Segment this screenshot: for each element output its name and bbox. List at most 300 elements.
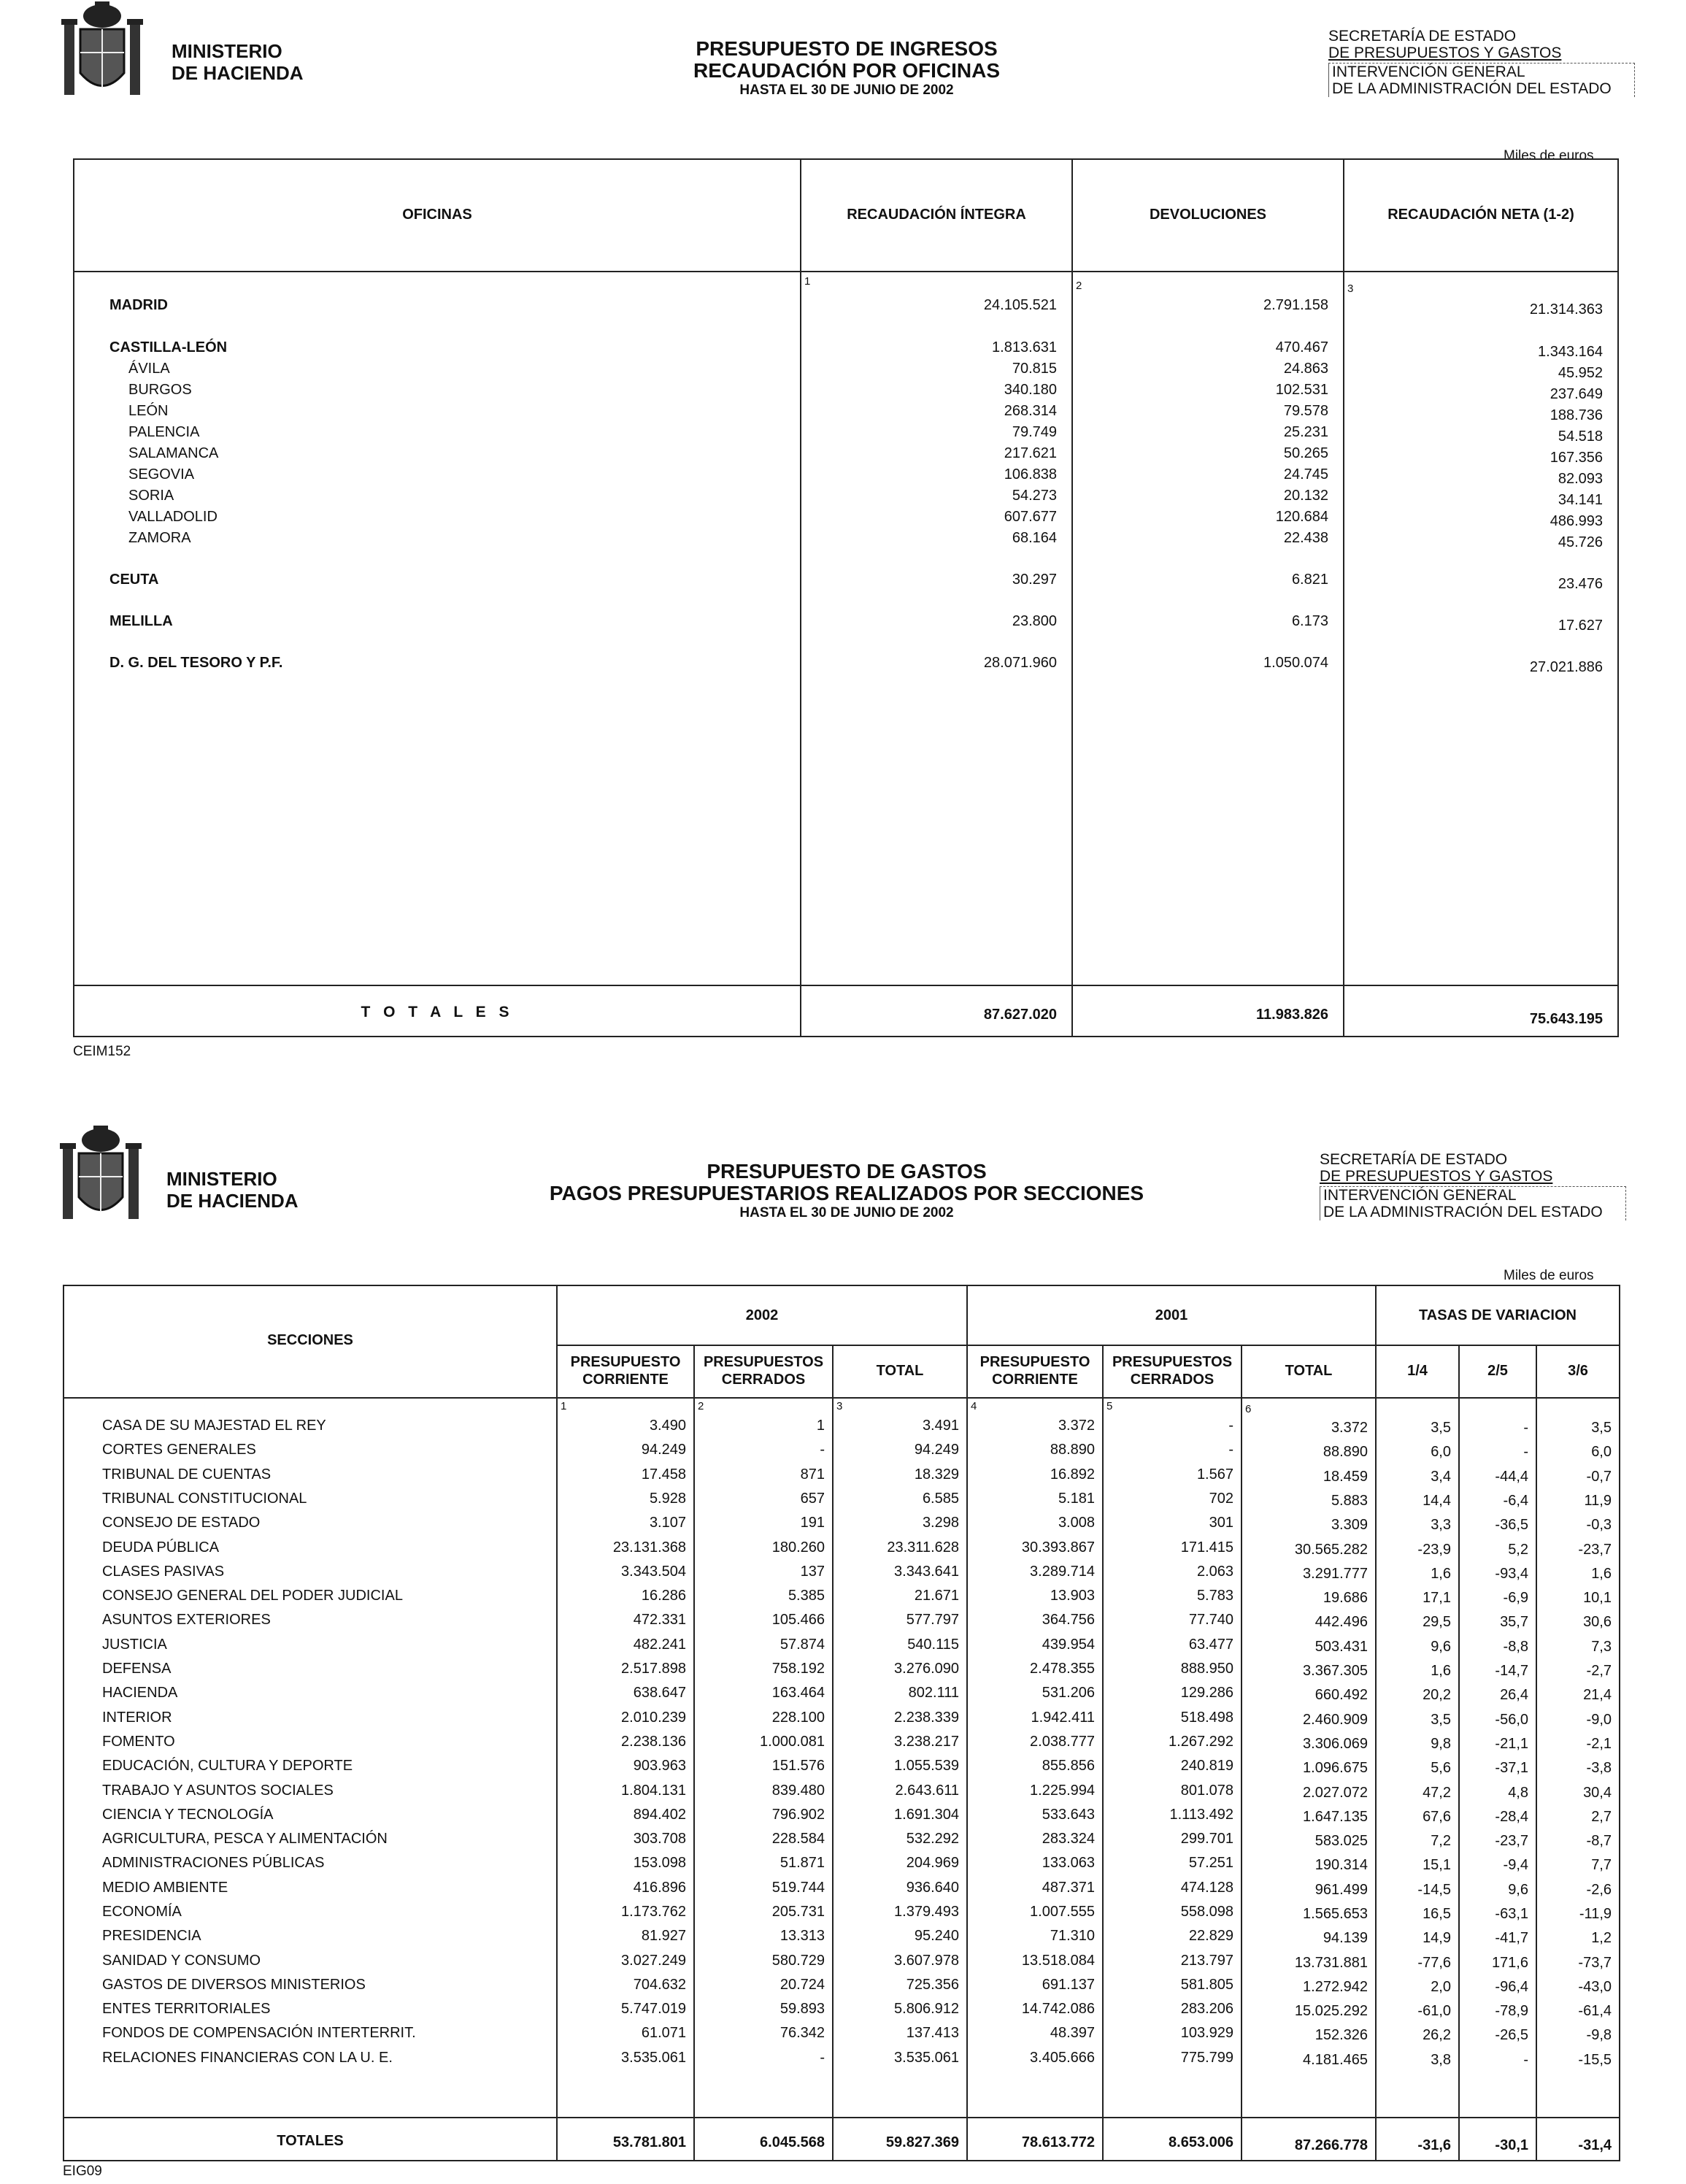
pc-2001-value: 533.643	[1042, 1807, 1095, 1823]
office-label: MELILLA	[109, 613, 173, 629]
col-header-tasas: TASAS DE VARIACION	[1419, 1307, 1577, 1323]
total-2002-value: 1.379.493	[894, 1904, 959, 1920]
rate-3-6-value: 11,9	[1584, 1493, 1612, 1509]
intervencion-line2: DE LA ADMINISTRACIÓN DEL ESTADO	[1323, 1204, 1603, 1220]
rate-1-4-value: 3,8	[1431, 2052, 1451, 2068]
recaudacion-integra-value: 30.297	[1012, 572, 1057, 588]
cerrados-2001-value: 171.415	[1180, 1539, 1233, 1556]
section-label: AGRICULTURA, PESCA Y ALIMENTACIÓN	[102, 1831, 388, 1847]
total-2002-value: 540.115	[907, 1637, 959, 1653]
col-number: 6	[1245, 1403, 1252, 1415]
total-rate-2-5-value: -30,1	[1495, 2137, 1528, 2153]
rate-3-6-value: 7,3	[1591, 1639, 1612, 1655]
cerrados-2001-value: 2.063	[1196, 1564, 1233, 1580]
pc-2001-value: 2.038.777	[1030, 1734, 1095, 1750]
ingresos-header-left	[58, 0, 321, 102]
office-label: ZAMORA	[128, 530, 191, 546]
devoluciones-value: 6.821	[1291, 572, 1328, 588]
total-2001-value: 30.565.282	[1294, 1542, 1368, 1558]
office-label: LEÓN	[128, 403, 169, 419]
office-label: MADRID	[109, 297, 168, 313]
recaudacion-integra-value: 607.677	[1004, 509, 1057, 525]
section-label: DEUDA PÚBLICA	[102, 1539, 220, 1556]
total-2001-value: 1.565.653	[1303, 1906, 1368, 1922]
devoluciones-value: 1.050.074	[1263, 655, 1328, 671]
rate-2-5-value: -23,7	[1495, 1833, 1528, 1849]
cerrados-2001-value: 1.267.292	[1169, 1734, 1233, 1750]
coat-of-arms-icon	[57, 1124, 145, 1226]
section-label: SANIDAD Y CONSUMO	[102, 1953, 261, 1969]
office-label: ÁVILA	[128, 361, 170, 377]
cerrados-2001-value: 22.829	[1188, 1928, 1233, 1944]
secretaria-line1: SECRETARÍA DE ESTADO	[1328, 28, 1517, 45]
rate-2-5-value: -	[1523, 2052, 1528, 2068]
cerrados-2001-value: 518.498	[1180, 1710, 1233, 1726]
total-2002-value: 3.238.217	[894, 1734, 959, 1750]
recaudacion-integra-value: 28.071.960	[983, 655, 1057, 671]
total-2001-value: 13.731.881	[1294, 1955, 1368, 1971]
cerrados-2001-value: 283.206	[1180, 2001, 1233, 2017]
total-2002-value: 3.491	[922, 1418, 959, 1434]
total-2002-value: 23.311.628	[887, 1539, 959, 1556]
cerrados-2001-value: 213.797	[1180, 1953, 1233, 1969]
pc-2001-value: 2.478.355	[1030, 1661, 1095, 1677]
section-label: MEDIO AMBIENTE	[102, 1880, 228, 1896]
col-header-rate-1-4: 1/4	[1407, 1363, 1428, 1379]
rate-3-6-value: 3,5	[1591, 1420, 1612, 1436]
col-number: 3	[836, 1400, 843, 1412]
rate-1-4-value: -61,0	[1417, 2003, 1451, 2019]
recaudacion-neta-value: 45.726	[1558, 534, 1603, 550]
rate-2-5-value: -37,1	[1495, 1760, 1528, 1776]
rate-1-4-value: 2,0	[1431, 1979, 1451, 1995]
pc-2002-value: 17.458	[641, 1466, 686, 1483]
rate-1-4-value: 3,3	[1431, 1517, 1451, 1533]
cerrados-2002-value: 758.192	[771, 1661, 825, 1677]
section-label: TRIBUNAL DE CUENTAS	[102, 1466, 272, 1483]
office-label: CASTILLA-LEÓN	[109, 339, 228, 355]
cerrados-2002-value: 105.466	[771, 1612, 825, 1628]
pc-2002-value: 1.804.131	[621, 1783, 686, 1799]
col-header-rate-3-6: 3/6	[1568, 1363, 1588, 1379]
rate-2-5-value: 9,6	[1508, 1882, 1528, 1898]
rate-3-6-value: -9,0	[1586, 1712, 1612, 1728]
pc-2002-value: 903.963	[633, 1758, 686, 1774]
pc-2002-value: 94.249	[641, 1442, 686, 1458]
cerrados-2002-value: 205.731	[771, 1904, 825, 1920]
total-2002-value: 1.055.539	[894, 1758, 959, 1774]
pc-2002-value: 303.708	[633, 1831, 686, 1847]
pc-2002-value: 3.535.061	[621, 2050, 686, 2066]
rate-2-5-value: -14,7	[1495, 1663, 1528, 1679]
section-label: CONSEJO GENERAL DEL PODER JUDICIAL	[102, 1588, 403, 1604]
section-label: FONDOS DE COMPENSACIÓN INTERTERRIT.	[102, 2025, 416, 2041]
total-2002-value: 3.343.641	[894, 1564, 959, 1580]
total-2002-value: 94.249	[914, 1442, 959, 1458]
total-2002-value: 6.585	[922, 1491, 959, 1507]
section-label: ENTES TERRITORIALES	[102, 2001, 271, 2017]
pc-2001-value: 5.181	[1058, 1491, 1095, 1507]
total-2001-value: 660.492	[1314, 1687, 1368, 1703]
pc-2001-value: 487.371	[1042, 1880, 1095, 1896]
rate-1-4-value: 14,9	[1423, 1930, 1451, 1946]
recaudacion-integra-value: 340.180	[1004, 382, 1057, 398]
pc-2002-value: 472.331	[633, 1612, 686, 1628]
rate-1-4-value: 17,1	[1423, 1590, 1451, 1606]
rate-2-5-value: -93,4	[1495, 1566, 1528, 1582]
pc-2002-value: 23.131.368	[612, 1539, 686, 1556]
intervencion-line1: INTERVENCIÓN GENERAL	[1323, 1187, 1517, 1204]
total-rate-1-4-value: -31,6	[1417, 2137, 1451, 2153]
devoluciones-value: 24.745	[1283, 466, 1328, 482]
recaudacion-neta-value: 27.021.886	[1529, 659, 1603, 675]
rate-2-5-value: -	[1523, 1444, 1528, 1460]
cerrados-2001-value: 301	[1209, 1515, 1233, 1531]
cerrados-2002-value: 59.893	[780, 2001, 825, 2017]
total-total-2001-value: 87.266.778	[1294, 2137, 1368, 2153]
rate-2-5-value: 35,7	[1500, 1614, 1528, 1630]
total-2001-value: 3.306.069	[1303, 1736, 1368, 1752]
recaudacion-neta-value: 23.476	[1558, 576, 1603, 592]
recaudacion-neta-value: 237.649	[1550, 386, 1603, 402]
rate-1-4-value: 3,5	[1431, 1420, 1451, 1436]
section-label: INTERIOR	[102, 1710, 172, 1726]
total-2001-value: 88.890	[1323, 1444, 1368, 1460]
office-label: SEGOVIA	[128, 466, 195, 482]
total-2002-value: 577.797	[906, 1612, 959, 1628]
recaudacion-integra-value: 1.813.631	[992, 339, 1057, 355]
cerrados-2002-value: 519.744	[771, 1880, 825, 1896]
ingresos-table	[73, 158, 1619, 1037]
cerrados-2002-value: -	[820, 2050, 825, 2066]
cerrados-2001-value: 1.113.492	[1169, 1807, 1233, 1823]
cerrados-2002-value: 839.480	[771, 1783, 825, 1799]
rate-1-4-value: 9,6	[1431, 1639, 1451, 1655]
cerrados-2001-value: 77.740	[1188, 1612, 1233, 1628]
total-2002-value: 1.691.304	[894, 1807, 959, 1823]
total-cerrados-2001-value: 8.653.006	[1169, 2134, 1233, 2150]
ingresos-title-block	[569, 38, 1124, 99]
rate-1-4-value: 16,5	[1423, 1906, 1451, 1922]
form-code: EIG09	[63, 2164, 102, 2179]
rate-1-4-value: -23,9	[1417, 1542, 1451, 1558]
total-2002-value: 725.356	[906, 1977, 959, 1993]
col-header-presupuestos-cerrados: PRESUPUESTOS CERRADOS	[703, 1354, 824, 1388]
cerrados-2001-value: 801.078	[1180, 1783, 1233, 1799]
pc-2001-value: 48.397	[1050, 2025, 1095, 2041]
section-label: CORTES GENERALES	[102, 1442, 256, 1458]
total-2002-value: 2.238.339	[894, 1710, 959, 1726]
pc-2002-value: 5.747.019	[621, 2001, 686, 2017]
recaudacion-neta-value: 54.518	[1558, 428, 1603, 445]
rate-3-6-value: -3,8	[1586, 1760, 1612, 1776]
rate-3-6-value: 21,4	[1583, 1687, 1612, 1703]
recaudacion-integra-value: 54.273	[1012, 488, 1057, 504]
pc-2001-value: 16.892	[1050, 1466, 1095, 1483]
page-title: PRESUPUESTO DE INGRESOS	[696, 37, 998, 60]
devoluciones-value: 79.578	[1283, 403, 1328, 419]
rate-3-6-value: -2,6	[1586, 1882, 1612, 1898]
col-header-2001: 2001	[1155, 1307, 1188, 1323]
total-2002-value: 2.643.611	[895, 1783, 959, 1799]
cerrados-2001-value: 103.929	[1180, 2025, 1233, 2041]
section-label: TRIBUNAL CONSTITUCIONAL	[102, 1491, 307, 1507]
pc-2002-value: 704.632	[633, 1977, 686, 1993]
cerrados-2002-value: 580.729	[771, 1953, 825, 1969]
rate-3-6-value: 1,6	[1591, 1566, 1612, 1582]
recaudacion-integra-value: 79.749	[1012, 424, 1057, 440]
rate-1-4-value: -77,6	[1417, 1955, 1451, 1971]
cerrados-2002-value: 151.576	[771, 1758, 825, 1774]
cerrados-2001-value: 888.950	[1180, 1661, 1233, 1677]
rate-1-4-value: 1,6	[1431, 1566, 1451, 1582]
totals-label: TOTALES	[277, 2133, 344, 2149]
cerrados-2002-value: 51.871	[780, 1855, 825, 1871]
cerrados-2001-value: 558.098	[1180, 1904, 1233, 1920]
page-date: HASTA EL 30 DE JUNIO DE 2002	[739, 1205, 954, 1220]
total-2001-value: 19.686	[1323, 1590, 1368, 1606]
rate-1-4-value: 20,2	[1423, 1687, 1451, 1703]
rate-3-6-value: 1,2	[1591, 1930, 1612, 1946]
section-label: ASUNTOS EXTERIORES	[102, 1612, 271, 1628]
coat-of-arms-icon	[58, 0, 146, 102]
pc-2002-value: 3.343.504	[621, 1564, 686, 1580]
ministry-line2: DE HACIENDA	[172, 62, 304, 84]
totals-label: T O T A L E S	[361, 1004, 514, 1020]
total-2002-value: 3.535.061	[894, 2050, 959, 2066]
cerrados-2001-value: 129.286	[1180, 1685, 1233, 1701]
cerrados-2002-value: -	[820, 1442, 825, 1458]
col-header-recaudacion-integra: RECAUDACIÓN ÍNTEGRA	[847, 207, 1026, 223]
rate-2-5-value: -36,5	[1495, 1517, 1528, 1533]
ingresos-header-right	[1328, 28, 1635, 97]
pc-2001-value: 30.393.867	[1021, 1539, 1095, 1556]
cerrados-2002-value: 20.724	[780, 1977, 825, 1993]
rate-2-5-value: -21,1	[1495, 1736, 1528, 1752]
total-pc-2001-value: 78.613.772	[1021, 2134, 1095, 2150]
pc-2002-value: 5.928	[649, 1491, 686, 1507]
recaudacion-neta-value: 167.356	[1550, 450, 1603, 466]
cerrados-2002-value: 228.584	[771, 1831, 825, 1847]
rate-3-6-value: -73,7	[1578, 1955, 1612, 1971]
rate-2-5-value: 4,8	[1508, 1785, 1528, 1801]
devoluciones-value: 120.684	[1275, 509, 1328, 525]
pc-2001-value: 133.063	[1042, 1855, 1095, 1871]
section-label: TRABAJO Y ASUNTOS SOCIALES	[102, 1783, 334, 1799]
total-2002-value: 137.413	[906, 2025, 959, 2041]
secretaria-line2: DE PRESUPUESTOS Y GASTOS	[1328, 45, 1562, 61]
rate-3-6-value: -0,7	[1586, 1469, 1612, 1485]
rate-3-6-value: 30,4	[1583, 1785, 1612, 1801]
cerrados-2002-value: 1	[816, 1418, 825, 1434]
pc-2001-value: 3.372	[1058, 1418, 1095, 1434]
cerrados-2002-value: 657	[800, 1491, 825, 1507]
section-label: ADMINISTRACIONES PÚBLICAS	[102, 1855, 325, 1871]
section-label: RELACIONES FINANCIERAS CON LA U. E.	[102, 2050, 393, 2066]
cerrados-2002-value: 163.464	[771, 1685, 825, 1701]
rate-2-5-value: -56,0	[1495, 1712, 1528, 1728]
rate-1-4-value: 47,2	[1423, 1785, 1451, 1801]
recaudacion-integra-value: 106.838	[1004, 466, 1057, 482]
rate-3-6-value: -11,9	[1579, 1906, 1612, 1922]
total-2001-value: 2.027.072	[1303, 1785, 1368, 1801]
col-header-devoluciones: DEVOLUCIONES	[1149, 207, 1267, 223]
rate-2-5-value: -41,7	[1495, 1930, 1528, 1946]
pc-2002-value: 2.517.898	[621, 1661, 686, 1677]
rate-3-6-value: -9,8	[1586, 2027, 1612, 2043]
col-number: 3	[1347, 282, 1354, 295]
total-2001-value: 1.647.135	[1303, 1809, 1368, 1825]
pc-2002-value: 3.027.249	[621, 1953, 686, 1969]
rate-2-5-value: -44,4	[1495, 1469, 1528, 1485]
pc-2002-value: 16.286	[641, 1588, 686, 1604]
pc-2001-value: 283.324	[1042, 1831, 1095, 1847]
rate-2-5-value: 5,2	[1508, 1542, 1528, 1558]
pc-2001-value: 1.225.994	[1030, 1783, 1095, 1799]
pc-2002-value: 81.927	[641, 1928, 686, 1944]
cerrados-2002-value: 228.100	[771, 1710, 825, 1726]
rate-1-4-value: 26,2	[1423, 2027, 1451, 2043]
pc-2001-value: 439.954	[1042, 1637, 1095, 1653]
devoluciones-value: 6.173	[1291, 613, 1328, 629]
recaudacion-neta-value: 1.343.164	[1538, 344, 1603, 360]
total-recaudacion-integra: 87.627.020	[983, 1007, 1057, 1023]
cerrados-2002-value: 1.000.081	[760, 1734, 825, 1750]
col-header-secciones: SECCIONES	[267, 1332, 353, 1348]
office-label: PALENCIA	[128, 424, 200, 440]
devoluciones-value: 25.231	[1283, 424, 1328, 440]
rate-3-6-value: -0,3	[1586, 1517, 1612, 1533]
devoluciones-value: 470.467	[1275, 339, 1328, 355]
pc-2001-value: 88.890	[1050, 1442, 1095, 1458]
total-2002-value: 95.240	[914, 1928, 959, 1944]
pc-2001-value: 13.518.084	[1021, 1953, 1095, 1969]
total-2001-value: 3.367.305	[1303, 1663, 1368, 1679]
rate-1-4-value: 6,0	[1431, 1444, 1451, 1460]
cerrados-2002-value: 137	[800, 1564, 825, 1580]
devoluciones-value: 2.791.158	[1263, 297, 1328, 313]
recaudacion-neta-value: 17.627	[1558, 618, 1603, 634]
rate-1-4-value: 67,6	[1423, 1809, 1451, 1825]
page-subtitle: RECAUDACIÓN POR OFICINAS	[693, 59, 1000, 82]
rate-3-6-value: 10,1	[1583, 1590, 1612, 1606]
total-2002-value: 3.276.090	[894, 1661, 959, 1677]
rate-2-5-value: -	[1523, 1420, 1528, 1436]
cerrados-2002-value: 796.902	[771, 1807, 825, 1823]
pc-2001-value: 71.310	[1050, 1928, 1095, 1944]
col-header-total: TOTAL	[1285, 1363, 1333, 1379]
gastos-header-right	[1320, 1151, 1626, 1220]
section-label: FOMENTO	[102, 1734, 175, 1750]
pc-2001-value: 691.137	[1042, 1977, 1095, 1993]
total-2002-value: 21.671	[914, 1588, 959, 1604]
gastos-header-left	[57, 1124, 320, 1226]
cerrados-2001-value: 702	[1209, 1491, 1233, 1507]
total-2001-value: 3.291.777	[1303, 1566, 1368, 1582]
pc-2002-value: 638.647	[633, 1685, 686, 1701]
rate-1-4-value: 9,8	[1431, 1736, 1451, 1752]
col-header-rate-2-5: 2/5	[1487, 1363, 1508, 1379]
pc-2001-value: 364.756	[1042, 1612, 1095, 1628]
total-2001-value: 1.096.675	[1303, 1760, 1368, 1776]
col-header-recaudacion-neta: RECAUDACIÓN NETA (1-2)	[1387, 207, 1574, 223]
pc-2002-value: 2.010.239	[621, 1710, 686, 1726]
gastos-title-block	[482, 1161, 1212, 1222]
cerrados-2002-value: 57.874	[780, 1637, 825, 1653]
cerrados-2001-value: 240.819	[1180, 1758, 1233, 1774]
cerrados-2002-value: 5.385	[788, 1588, 825, 1604]
pc-2001-value: 3.008	[1058, 1515, 1095, 1531]
rate-2-5-value: -6,9	[1503, 1590, 1528, 1606]
office-label: D. G. DEL TESORO Y P.F.	[109, 655, 283, 671]
total-2002-value: 18.329	[914, 1466, 959, 1483]
total-cerrados-2002-value: 6.045.568	[760, 2134, 825, 2150]
office-label: CEUTA	[109, 572, 159, 588]
total-2002-value: 936.640	[906, 1880, 959, 1896]
ministry-line1: MINISTERIO	[166, 1168, 277, 1190]
section-label: DEFENSA	[102, 1661, 172, 1677]
rate-3-6-value: -2,7	[1586, 1663, 1612, 1679]
total-total-2002-value: 59.827.369	[885, 2134, 959, 2150]
recaudacion-integra-value: 268.314	[1004, 403, 1057, 419]
cerrados-2001-value: 57.251	[1188, 1855, 1233, 1871]
rate-3-6-value: 2,7	[1591, 1809, 1612, 1825]
intervencion-line2: DE LA ADMINISTRACIÓN DEL ESTADO	[1332, 80, 1612, 97]
section-label: CASA DE SU MAJESTAD EL REY	[102, 1418, 326, 1434]
total-2002-value: 802.111	[908, 1685, 959, 1701]
section-label: CLASES PASIVAS	[102, 1564, 225, 1580]
pc-2001-value: 14.742.086	[1021, 2001, 1095, 2017]
section-label: PRESIDENCIA	[102, 1928, 201, 1944]
rate-1-4-value: 15,1	[1423, 1857, 1451, 1873]
pc-2002-value: 482.241	[633, 1637, 686, 1653]
office-label: BURGOS	[128, 382, 192, 398]
total-recaudacion-neta: 75.643.195	[1529, 1011, 1603, 1027]
secretaria-line1: SECRETARÍA DE ESTADO	[1320, 1151, 1508, 1168]
col-header-presupuestos-cerrados: PRESUPUESTOS CERRADOS	[1112, 1354, 1233, 1388]
recaudacion-integra-value: 217.621	[1004, 445, 1057, 461]
section-label: EDUCACIÓN, CULTURA Y DEPORTE	[102, 1758, 353, 1774]
cerrados-2001-value: -	[1228, 1442, 1233, 1458]
total-rate-3-6-value: -31,4	[1578, 2137, 1612, 2153]
pc-2001-value: 1.942.411	[1031, 1710, 1095, 1726]
devoluciones-value: 50.265	[1283, 445, 1328, 461]
section-label: GASTOS DE DIVERSOS MINISTERIOS	[102, 1977, 366, 1993]
total-2002-value: 532.292	[906, 1831, 959, 1847]
units-label: Miles de euros	[1504, 148, 1594, 164]
total-2001-value: 5.883	[1331, 1493, 1368, 1509]
recaudacion-neta-value: 188.736	[1550, 407, 1603, 423]
pc-2001-value: 855.856	[1042, 1758, 1095, 1774]
page-date: HASTA EL 30 DE JUNIO DE 2002	[739, 82, 954, 98]
rate-2-5-value: 171,6	[1491, 1955, 1528, 1971]
section-label: ECONOMÍA	[102, 1904, 182, 1920]
pc-2002-value: 61.071	[641, 2025, 686, 2041]
rate-2-5-value: -96,4	[1495, 1979, 1528, 1995]
cerrados-2002-value: 191	[800, 1515, 825, 1531]
rate-2-5-value: -8,8	[1503, 1639, 1528, 1655]
recaudacion-neta-value: 21.314.363	[1529, 301, 1603, 318]
devoluciones-value: 24.863	[1283, 361, 1328, 377]
pc-2002-value: 3.107	[649, 1515, 686, 1531]
total-2001-value: 15.025.292	[1294, 2003, 1368, 2019]
section-label: CONSEJO DE ESTADO	[102, 1515, 261, 1531]
col-header-total: TOTAL	[876, 1363, 924, 1379]
pc-2001-value: 3.405.666	[1030, 2050, 1095, 2066]
devoluciones-value: 20.132	[1283, 488, 1328, 504]
col-header-presupuesto-corriente: PRESUPUESTO CORRIENTE	[570, 1354, 681, 1388]
units-label: Miles de euros	[1504, 1268, 1594, 1283]
